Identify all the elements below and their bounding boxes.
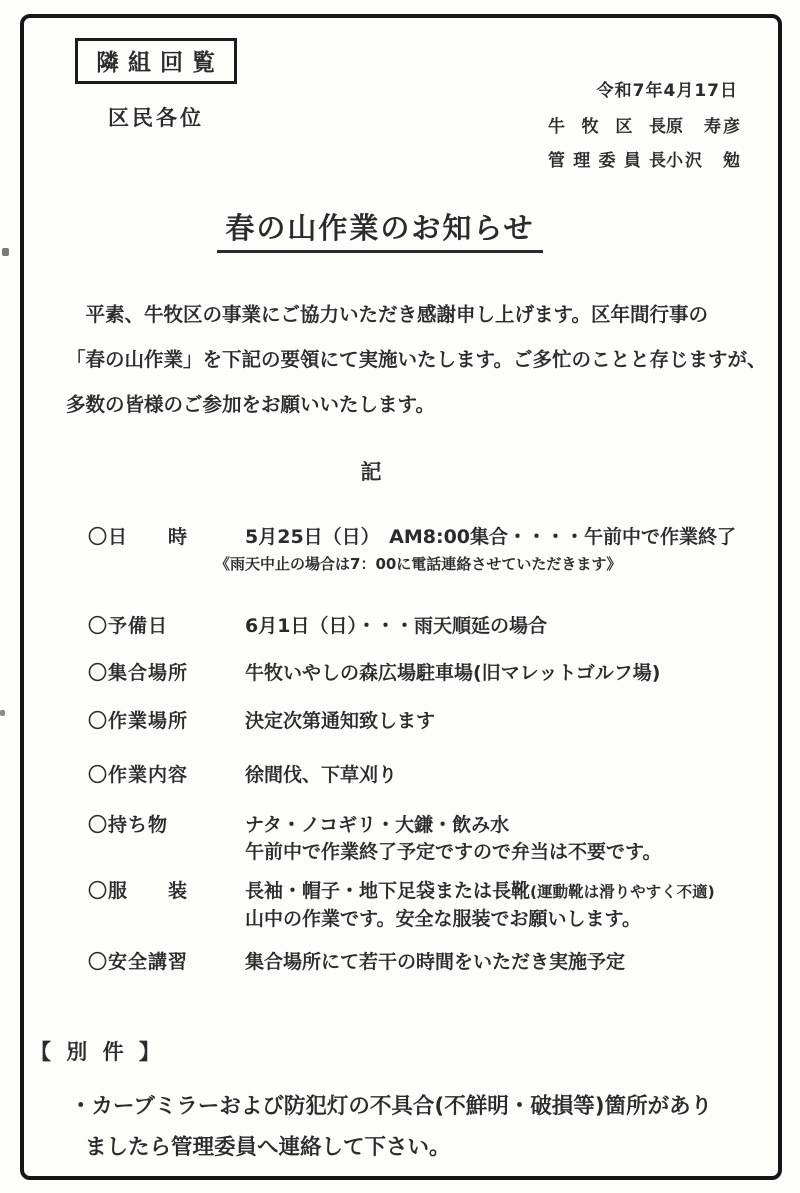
circular-stamp-box <box>75 38 237 84</box>
sender-row-committee-chief <box>548 144 763 178</box>
appendix-body <box>70 1086 770 1168</box>
sender-role: 牛牧区長 <box>548 117 666 137</box>
greeting-paragraph <box>66 292 774 427</box>
item-label: 〇予備日 <box>88 615 169 637</box>
item-label: 〇作業内容 <box>88 764 189 786</box>
document-date: 令和7年4月17日 <box>596 81 738 101</box>
clothing-line <box>245 878 760 906</box>
greeting-line: 「春の山作業」を下記の要領にて実施いたします。ご多忙のことと存じますが、 <box>66 348 767 371</box>
ki-marker-row <box>0 456 800 486</box>
belongings-line: 午前中で作業終了予定ですので弁当は不要です。 <box>245 841 662 863</box>
scan-artifact <box>0 710 5 716</box>
item-row-clothing <box>88 878 760 933</box>
sender-row-district-chief <box>548 110 763 144</box>
item-value: 牛牧いやしの森広場駐車場(旧マレットゴルフ場) <box>245 662 661 684</box>
item-label: 〇集合場所 <box>88 662 189 684</box>
item-value: 徐間伐、下草刈り <box>245 764 398 786</box>
page-title: 春の山作業のお知らせ <box>217 206 542 253</box>
item-row-work-content <box>88 762 760 789</box>
item-value: 決定次第通知致します <box>245 710 436 732</box>
appendix-line: ましたら管理委員へ連絡して下さい。 <box>85 1135 451 1160</box>
rain-cancel-note: 《雨天中止の場合は7：00に電話連絡させていただきます》 <box>215 555 622 573</box>
item-value: 5月25日（日） AM8:00集合・・・・午前中で作業終了 <box>245 526 737 548</box>
item-row-datetime <box>88 524 760 551</box>
item-label: 〇服 装 <box>88 880 189 902</box>
ki-marker: 記 <box>360 460 386 484</box>
item-value <box>245 812 760 866</box>
item-row-meeting-place <box>88 660 760 687</box>
addressee: 区民各位 <box>108 106 204 130</box>
title-row <box>0 206 800 253</box>
item-row-reserve-day <box>88 613 760 640</box>
greeting-line: 多数の皆様のご参加をお願いいたします。 <box>66 393 435 416</box>
clothing-main: 長袖・帽子・地下足袋または長靴 <box>245 880 531 902</box>
sender-block <box>548 110 763 178</box>
circular-stamp-label: 隣組回覧 <box>96 50 224 76</box>
sender-name: 原 寿彦 <box>666 117 742 137</box>
appendix-heading: 【 別 件 】 <box>30 1040 164 1064</box>
item-row-work-place <box>88 708 760 735</box>
schedule-list <box>88 524 760 976</box>
item-label: 〇日 時 <box>88 526 189 548</box>
clothing-line: 山中の作業です。安全な服装でお願いします。 <box>245 908 641 930</box>
item-value: 6月1日（日）・・・雨天順延の場合 <box>245 615 547 637</box>
item-row-safety-training <box>88 949 760 976</box>
item-value <box>245 878 760 933</box>
appendix-line: ・カーブミラーおよび防犯灯の不具合(不鮮明・破損等)箇所があり <box>70 1094 713 1119</box>
item-value: 集合場所にて若干の時間をいただき実施予定 <box>245 951 626 973</box>
item-label: 〇持ち物 <box>88 814 169 836</box>
item-row-belongings <box>88 812 760 866</box>
item-label: 〇作業場所 <box>88 710 189 732</box>
sender-role: 管理委員長 <box>548 151 666 171</box>
greeting-line: 平素、牛牧区の事業にご協力いただき感謝申し上げます。区年間行事の <box>66 303 708 326</box>
belongings-line: ナタ・ノコギリ・大鎌・飲み水 <box>245 814 510 836</box>
sender-name: 小沢 勉 <box>666 151 742 171</box>
item-label: 〇安全講習 <box>88 951 189 973</box>
clothing-paren-note: (運動靴は滑りやすく不適) <box>530 883 715 901</box>
